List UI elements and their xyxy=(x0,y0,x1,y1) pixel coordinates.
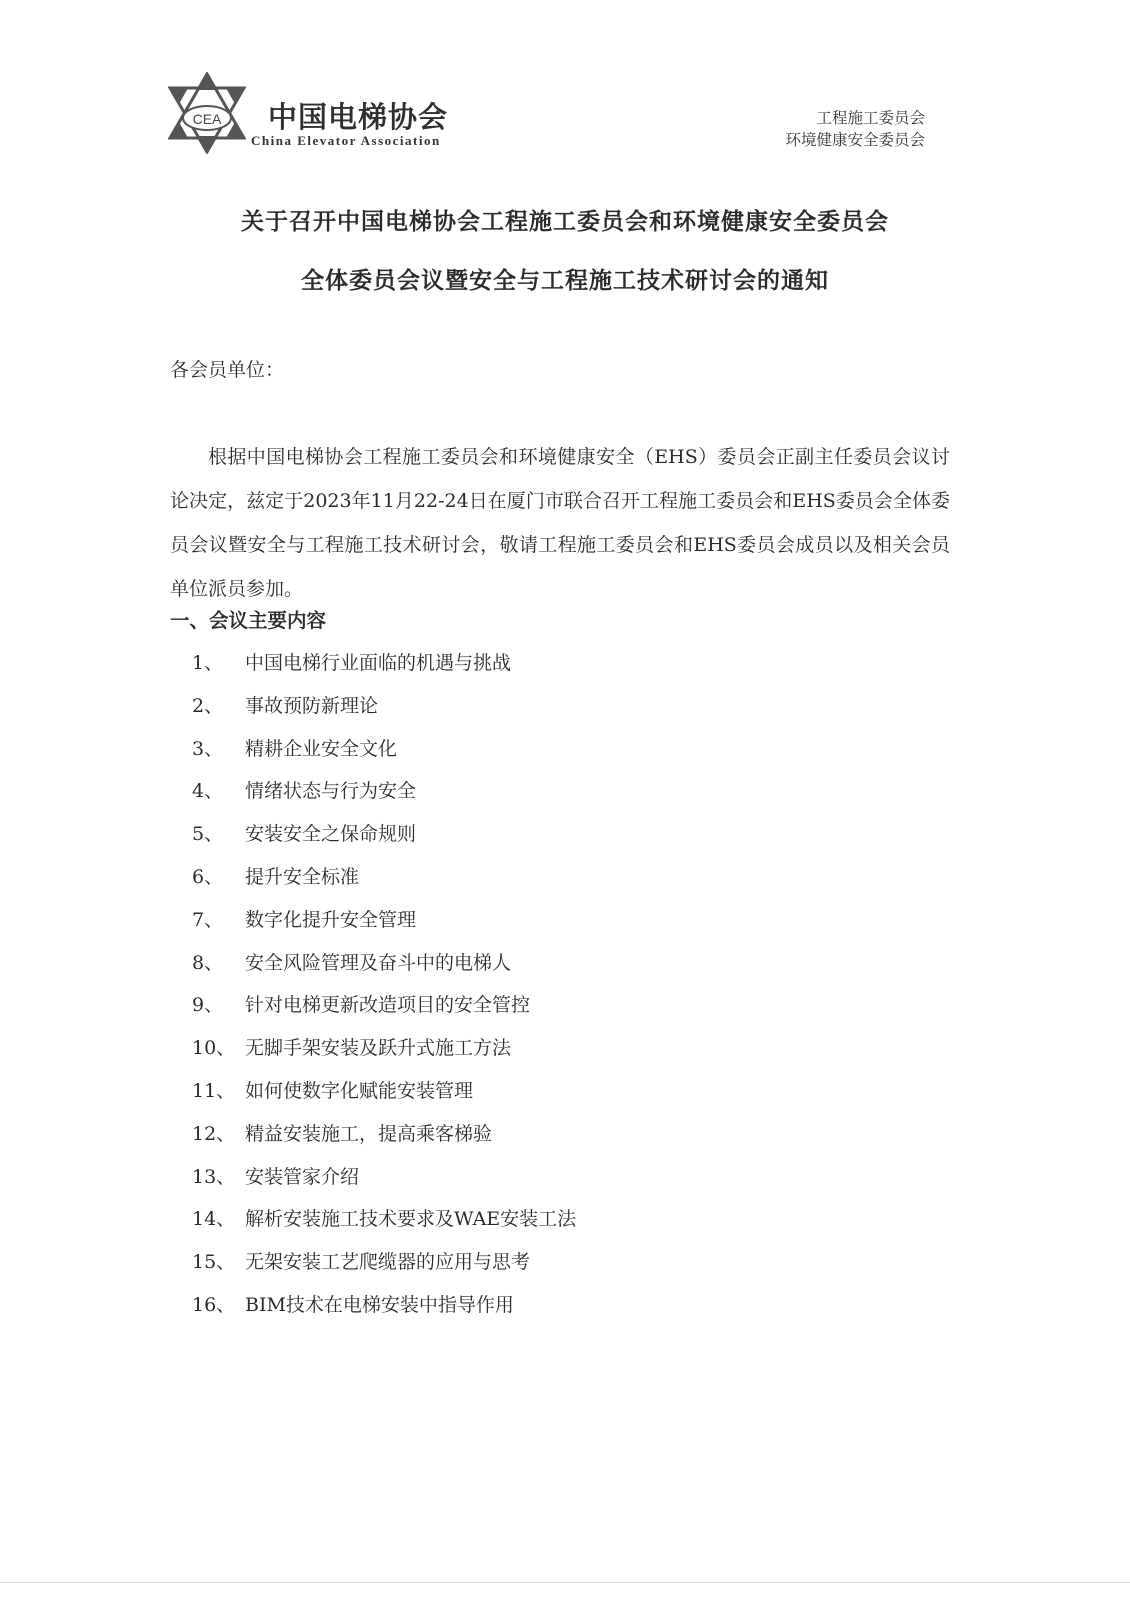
item-number: 1、 xyxy=(192,652,224,674)
item-number: 2、 xyxy=(192,694,224,717)
notice-title-line2: 全体委员会议暨安全与工程施工技术研讨会的通知 xyxy=(301,268,829,294)
list-item xyxy=(192,1119,576,1162)
item-text: 中国电梯行业面临的机遇与挑战 xyxy=(245,652,512,674)
list-item xyxy=(192,1204,576,1247)
list-item xyxy=(192,1247,576,1290)
page-edge-divider xyxy=(0,1582,1130,1583)
list-item xyxy=(192,734,576,777)
item-text: 精耕企业安全文化 xyxy=(245,737,398,760)
list-item xyxy=(192,905,576,948)
cea-logo-icon xyxy=(168,72,246,154)
item-text: 数字化提升安全管理 xyxy=(245,908,417,931)
item-number: 16、 xyxy=(192,1293,236,1316)
list-item xyxy=(192,691,576,734)
list-item xyxy=(192,862,576,905)
item-number: 8、 xyxy=(192,951,224,974)
item-number: 3、 xyxy=(192,737,224,760)
list-item xyxy=(192,648,576,691)
item-text: 针对电梯更新改造项目的安全管控 xyxy=(245,994,531,1017)
item-number: 9、 xyxy=(192,994,224,1017)
item-number: 7、 xyxy=(192,908,224,931)
org-name-en: China Elevator Association xyxy=(251,133,441,148)
item-number: 5、 xyxy=(192,823,224,846)
item-text: BIM技术在电梯安装中指导作用 xyxy=(245,1293,514,1316)
notice-title-line1: 关于召开中国电梯协会工程施工委员会和环境健康安全委员会 xyxy=(241,209,889,235)
list-item xyxy=(192,948,576,991)
item-text: 解析安装施工技术要求及WAE安装工法 xyxy=(245,1208,577,1231)
item-number: 13、 xyxy=(192,1165,236,1188)
item-number: 12、 xyxy=(192,1122,236,1145)
item-number: 11、 xyxy=(192,1079,236,1102)
item-text: 精益安装施工，提高乘客梯验 xyxy=(245,1122,493,1145)
committee-name: 工程施工委员会 xyxy=(816,109,925,127)
item-text: 情绪状态与行为安全 xyxy=(245,780,417,803)
section-heading: 一、会议主要内容 xyxy=(170,609,327,632)
list-item xyxy=(192,1290,576,1333)
org-name-cn: 中国电梯协会 xyxy=(268,100,449,134)
item-text: 无架安装工艺爬缆器的应用与思考 xyxy=(245,1251,531,1274)
list-item xyxy=(192,776,576,819)
list-item xyxy=(192,1033,576,1076)
item-number: 10、 xyxy=(192,1037,236,1060)
item-text: 提升安全标准 xyxy=(245,865,360,888)
item-number: 4、 xyxy=(192,780,224,803)
svg-text:CEA: CEA xyxy=(192,111,222,127)
item-text: 安全风险管理及奋斗中的电梯人 xyxy=(245,951,512,974)
item-number: 6、 xyxy=(192,865,224,888)
list-item xyxy=(192,1076,576,1119)
item-text: 事故预防新理论 xyxy=(245,694,379,717)
item-number: 15、 xyxy=(192,1251,236,1274)
agenda-list xyxy=(192,648,576,1333)
item-text: 如何使数字化赋能安装管理 xyxy=(245,1079,474,1102)
item-text: 无脚手架安装及跃升式施工方法 xyxy=(245,1037,512,1060)
item-text: 安装管家介绍 xyxy=(245,1165,360,1188)
salutation: 各会员单位： xyxy=(170,359,285,381)
committee-name: 环境健康安全委员会 xyxy=(785,131,925,149)
list-item xyxy=(192,990,576,1033)
committee-names xyxy=(785,107,925,151)
letterhead xyxy=(0,0,1130,170)
body-paragraph: 根据中国电梯协会工程施工委员会和环境健康安全（EHS）委员会正副主任委员会议讨论决定，兹定于2023年11月22-24日在厦门市联合召开工程施工委员会和EHS委员会全体委员会议暨安全与工程施工技术研讨会，敬请工程施工委员会和EHS委员会成员以及相关会员单位派员参加。 xyxy=(170,446,950,600)
list-item xyxy=(192,819,576,862)
item-number: 14、 xyxy=(192,1208,236,1231)
item-text: 安装安全之保命规则 xyxy=(245,823,417,846)
list-item xyxy=(192,1162,576,1205)
